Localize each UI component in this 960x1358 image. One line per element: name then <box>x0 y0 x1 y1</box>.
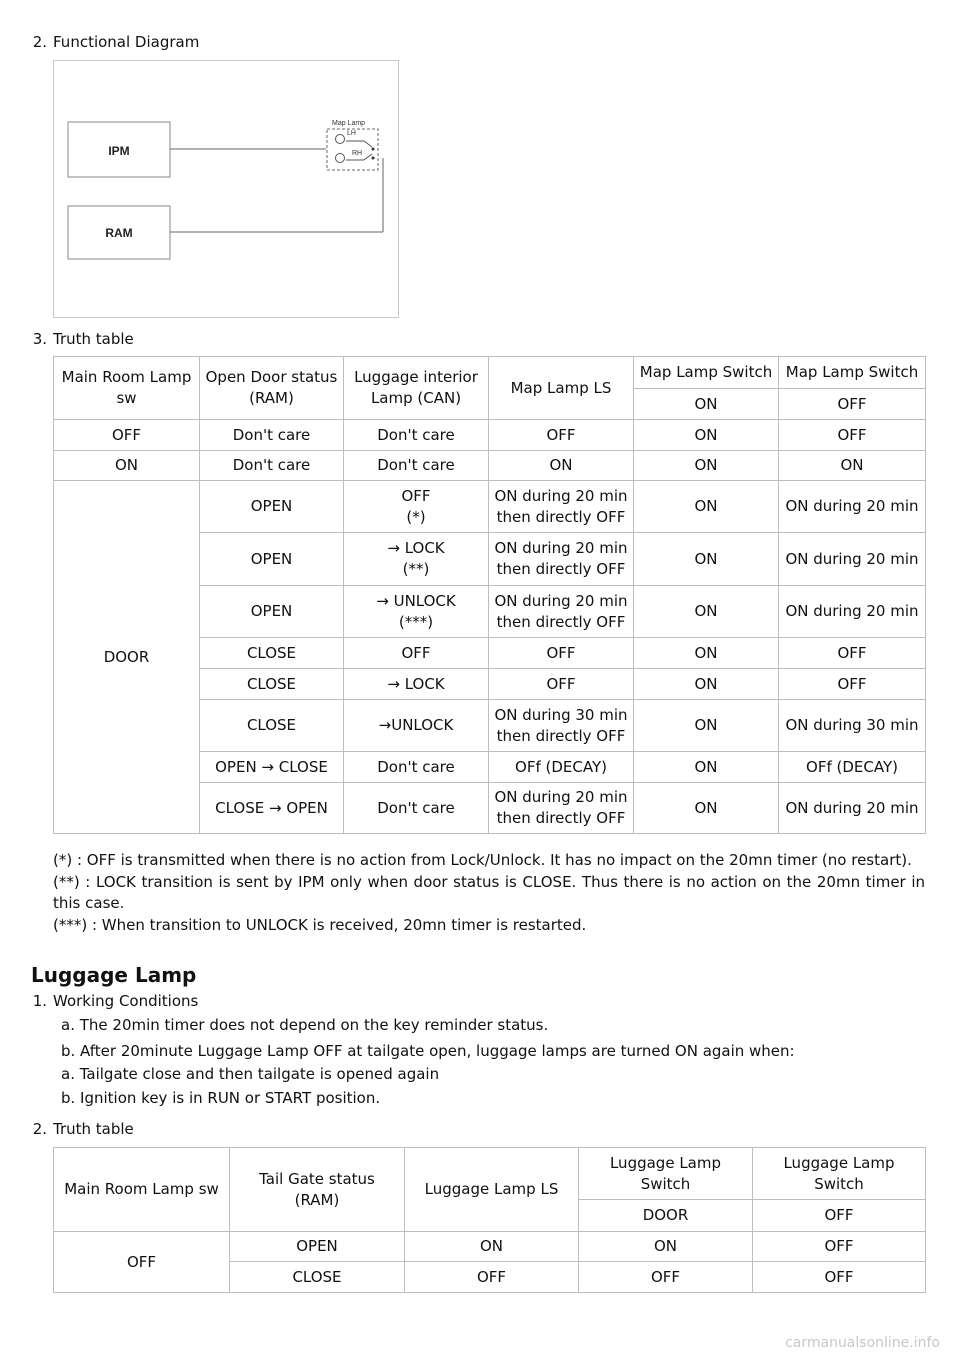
switch-contact-icon <box>372 157 375 160</box>
functional-diagram <box>53 60 399 318</box>
truth-table-2-heading <box>32 1120 134 1138</box>
functional-diagram-svg <box>54 61 398 317</box>
table-row <box>54 451 926 481</box>
cell-switch-off: OFF <box>779 420 926 451</box>
luggage-lamp-truth-table <box>53 1147 926 1293</box>
item-title: Truth table <box>53 1120 134 1138</box>
luggage-lamp-heading: Luggage Lamp <box>31 963 197 987</box>
cell-door: CLOSE <box>200 669 344 700</box>
lh-label: LH <box>347 130 356 137</box>
section-3-title: Truth table <box>53 330 134 348</box>
cell-switch-off: OFF <box>779 638 926 669</box>
header-luggage-lamp-switch: Luggage Lamp Switch <box>579 1148 753 1200</box>
section-2-number: 2. <box>32 33 47 51</box>
cell-switch-off: OFf (DECAY) <box>779 752 926 783</box>
cell-switch-off: ON during 20 min <box>779 586 926 638</box>
ram-label: RAM <box>105 226 133 240</box>
section-2-heading <box>32 33 200 51</box>
cell-switch-off: OFF <box>753 1232 926 1262</box>
cell-main: DOOR <box>54 481 200 834</box>
cell-switch-off: ON during 20 min <box>779 533 926 586</box>
cell-luggage: OFF <box>344 638 489 669</box>
rh-label: RH <box>352 150 363 157</box>
cell-ls: OFF <box>489 638 634 669</box>
lh-bulb-icon <box>336 135 345 144</box>
cell-luggage: Don't care <box>344 783 489 834</box>
cell-switch-on: ON <box>634 700 779 752</box>
site-watermark: carmanualsonline.info <box>785 1335 940 1351</box>
section-3-heading <box>32 330 134 348</box>
cell-ls: ON <box>489 451 634 481</box>
cell-door: CLOSE <box>200 700 344 752</box>
cell-switch-on: ON <box>634 752 779 783</box>
cell-door: CLOSE <box>200 638 344 669</box>
header-map-lamp-switch: Map Lamp Switch <box>634 357 779 389</box>
table-row <box>54 481 926 533</box>
section-3-number: 3. <box>32 330 47 348</box>
cell-door: OPEN <box>200 481 344 533</box>
cell-switch-off: ON during 30 min <box>779 700 926 752</box>
rh-bulb-icon <box>336 154 345 163</box>
cell-luggage: → UNLOCK (***) <box>344 586 489 638</box>
cell-switch-off: OFF <box>753 1262 926 1293</box>
condition-item: a. Tailgate close and then tailgate is opened again <box>61 1065 440 1083</box>
footnotes <box>53 850 925 936</box>
cell-ls: OFF <box>489 420 634 451</box>
rh-switch-icon <box>364 154 372 160</box>
table-row <box>54 420 926 451</box>
cell-switch-door: ON <box>579 1232 753 1262</box>
table-row <box>54 1232 926 1262</box>
header-map-lamp-switch: Map Lamp Switch <box>779 357 926 389</box>
switch-contact-icon <box>372 148 375 151</box>
lh-switch-icon <box>364 141 372 147</box>
cell-ls: ON during 20 min then directly OFF <box>489 783 634 834</box>
header-switch-off: OFF <box>779 389 926 420</box>
cell-luggage: Don't care <box>344 451 489 481</box>
cell-door: OPEN <box>200 586 344 638</box>
cell-ls: ON <box>405 1232 579 1262</box>
cell-ls: ON during 20 min then directly OFF <box>489 481 634 533</box>
cell-switch-on: ON <box>634 533 779 586</box>
header-switch-on: ON <box>634 389 779 420</box>
condition-item: b. Ignition key is in RUN or START position. <box>61 1089 381 1107</box>
cell-ls: OFF <box>489 669 634 700</box>
ipm-label: IPM <box>108 144 130 158</box>
cell-switch-on: ON <box>634 586 779 638</box>
header-switch-door: DOOR <box>579 1200 753 1232</box>
cell-ls: ON during 30 min then directly OFF <box>489 700 634 752</box>
cell-switch-off: OFF <box>779 669 926 700</box>
header-luggage-lamp-switch: Luggage Lamp Switch <box>753 1148 926 1200</box>
cell-switch-off: ON during 20 min <box>779 783 926 834</box>
cell-gate: CLOSE <box>230 1262 405 1293</box>
cell-switch-on: ON <box>634 420 779 451</box>
header-luggage-lamp-ls: Luggage Lamp LS <box>405 1148 579 1232</box>
cell-luggage: OFF (*) <box>344 481 489 533</box>
map-lamp-label: Map Lamp <box>332 120 366 127</box>
header-tail-gate-status: Tail Gate status (RAM) <box>230 1148 405 1232</box>
cell-door: OPEN <box>200 533 344 586</box>
cell-door: Don't care <box>200 420 344 451</box>
item-title: Working Conditions <box>53 992 199 1010</box>
cell-ls: ON during 20 min then directly OFF <box>489 586 634 638</box>
header-open-door-status: Open Door status (RAM) <box>200 357 344 420</box>
cell-switch-door: OFF <box>579 1262 753 1293</box>
condition-item: b. After 20minute Luggage Lamp OFF at tailgate open, luggage lamps are turned ON again when: <box>61 1042 795 1060</box>
cell-switch-on: ON <box>634 481 779 533</box>
footnote: (**) : LOCK transition is sent by IPM only when door status is CLOSE. Thus there is no action on the 20mn timer in this case. <box>53 872 925 912</box>
map-lamp-truth-table <box>53 356 926 834</box>
header-luggage-interior: Luggage interior Lamp (CAN) <box>344 357 489 420</box>
cell-switch-on: ON <box>634 638 779 669</box>
condition-item: a. The 20min timer does not depend on the key reminder status. <box>61 1016 549 1034</box>
cell-luggage: → LOCK <box>344 669 489 700</box>
header-main-room-lamp: Main Room Lamp sw <box>54 1148 230 1232</box>
cell-switch-on: ON <box>634 783 779 834</box>
cell-switch-off: ON during 20 min <box>779 481 926 533</box>
header-main-room-lamp: Main Room Lamp sw <box>54 357 200 420</box>
cell-ls: ON during 20 min then directly OFF <box>489 533 634 586</box>
cell-gate: OPEN <box>230 1232 405 1262</box>
footnote: (***) : When transition to UNLOCK is received, 20mn timer is restarted. <box>53 915 587 934</box>
footnote: (*) : OFF is transmitted when there is no action from Lock/Unlock. It has no impact on the 20mn timer (no restart). <box>53 851 912 869</box>
cell-switch-on: ON <box>634 669 779 700</box>
cell-main: OFF <box>54 420 200 451</box>
cell-ls: OFf (DECAY) <box>489 752 634 783</box>
cell-ls: OFF <box>405 1262 579 1293</box>
cell-luggage: Don't care <box>344 752 489 783</box>
cell-switch-on: ON <box>634 451 779 481</box>
header-map-lamp-ls: Map Lamp LS <box>489 357 634 420</box>
item-number: 1. <box>32 992 47 1010</box>
cell-luggage: →UNLOCK <box>344 700 489 752</box>
working-conditions-heading <box>32 992 199 1010</box>
cell-door: CLOSE → OPEN <box>200 783 344 834</box>
cell-door: OPEN → CLOSE <box>200 752 344 783</box>
header-switch-off: OFF <box>753 1200 926 1232</box>
cell-main: ON <box>54 451 200 481</box>
cell-switch-off: ON <box>779 451 926 481</box>
cell-luggage: Don't care <box>344 420 489 451</box>
cell-luggage: → LOCK (**) <box>344 533 489 586</box>
cell-main: OFF <box>54 1232 230 1293</box>
section-2-title: Functional Diagram <box>53 33 200 51</box>
item-number: 2. <box>32 1120 47 1138</box>
cell-door: Don't care <box>200 451 344 481</box>
